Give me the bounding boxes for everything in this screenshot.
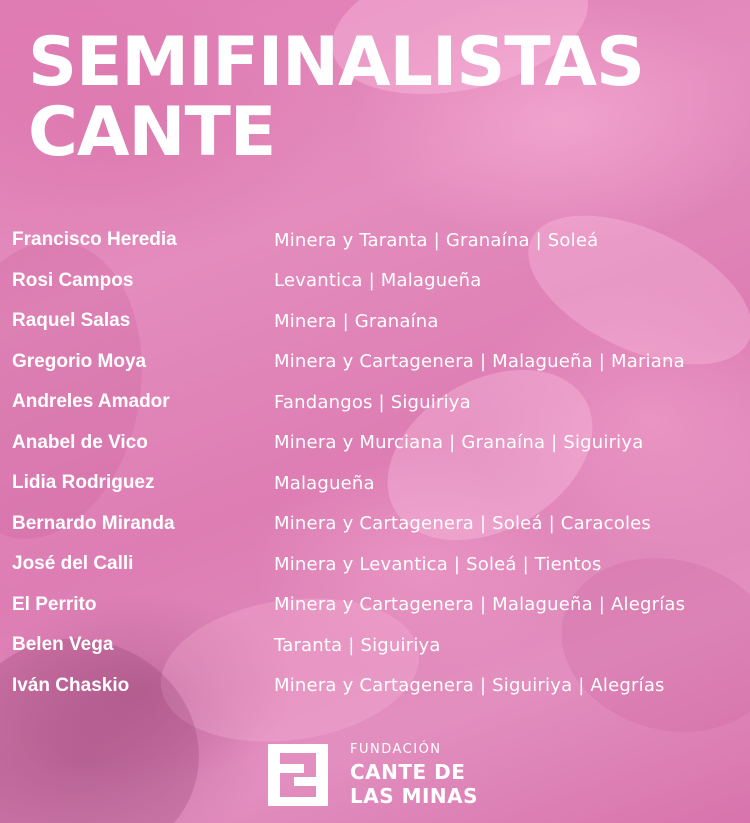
- semifinalist-cantes: Minera y Levantica | Soleá | Tientos: [274, 553, 602, 575]
- semifinalist-cantes: Malagueña: [274, 472, 375, 494]
- logo-line-2: LAS MINAS: [350, 784, 479, 808]
- semifinalist-name: Iván Chaskio: [12, 674, 130, 696]
- semifinalist-name: Raquel Salas: [12, 310, 131, 332]
- logo-small-text: FUNDACIÓN: [350, 742, 442, 757]
- fundacion-logo-icon: [268, 744, 328, 806]
- semifinalist-name: Andreles Amador: [12, 391, 170, 413]
- fundacion-logo: [268, 742, 498, 808]
- semifinalist-name: Anabel de Vico: [12, 431, 148, 453]
- logo-line-1: CANTE DE: [350, 760, 466, 784]
- list-item: [12, 382, 742, 423]
- semifinalist-name: Lidia Rodriguez: [12, 472, 155, 494]
- list-item: [12, 585, 742, 626]
- list-item: [12, 342, 742, 383]
- title-line-1: SEMIFINALISTAS: [28, 23, 644, 102]
- semifinalist-cantes: Taranta | Siguiriya: [274, 634, 441, 656]
- list-item: [12, 423, 742, 464]
- semifinalist-cantes: Minera y Taranta | Granaína | Soleá: [274, 229, 599, 251]
- list-item: [12, 666, 742, 707]
- page-title: [28, 23, 644, 172]
- semifinalist-cantes: Minera y Murciana | Granaína | Siguiriya: [274, 432, 644, 454]
- semifinalist-cantes: Fandangos | Siguiriya: [274, 391, 471, 413]
- title-line-2: CANTE: [28, 93, 276, 172]
- semifinalist-name: Bernardo Miranda: [12, 512, 175, 534]
- semifinalist-cantes: Minera y Cartagenera | Soleá | Caracoles: [274, 513, 651, 535]
- list-item: [12, 261, 742, 302]
- list-item: [12, 301, 742, 342]
- semifinalist-cantes: Levantica | Malagueña: [274, 270, 482, 292]
- semifinalist-name: El Perrito: [12, 593, 97, 615]
- semifinalist-cantes: Minera y Cartagenera | Malagueña | Alegrías: [274, 594, 686, 616]
- semifinalist-cantes: Minera | Granaína: [274, 310, 439, 332]
- list-item: [12, 463, 742, 504]
- list-item: [12, 220, 742, 261]
- semifinalist-name: Francisco Heredia: [12, 229, 177, 251]
- semifinalist-name: Belen Vega: [12, 634, 114, 656]
- semifinalist-cantes: Minera y Cartagenera | Siguiriya | Alegrías: [274, 675, 665, 697]
- semifinalist-list: [12, 220, 742, 706]
- list-item: [12, 504, 742, 545]
- semifinalist-name: José del Calli: [12, 553, 134, 575]
- semifinalist-cantes: Minera y Cartagenera | Malagueña | Mariana: [274, 351, 685, 373]
- semifinalist-name: Gregorio Moya: [12, 350, 147, 372]
- list-item: [12, 544, 742, 585]
- list-item: [12, 625, 742, 666]
- semifinalist-name: Rosi Campos: [12, 269, 134, 291]
